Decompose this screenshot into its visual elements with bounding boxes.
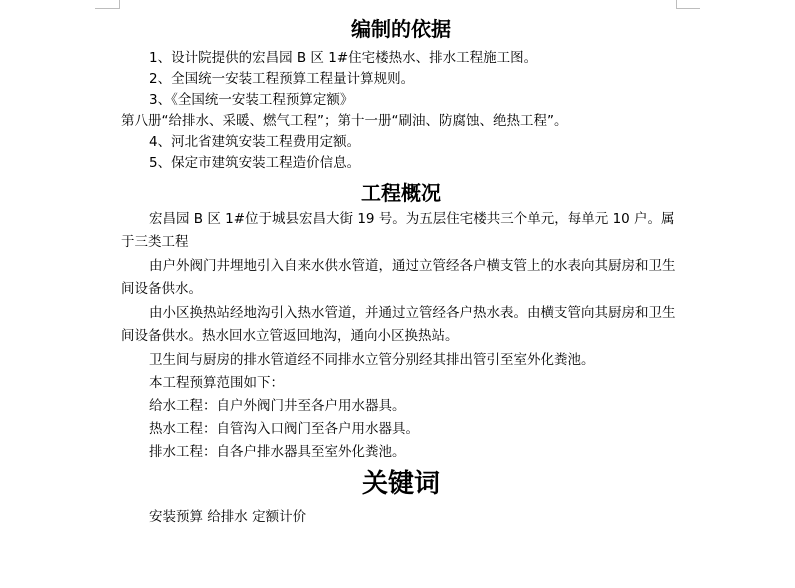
paragraph: 卫生间与厨房的排水管道经不同排水立管分别经其排出管引至室外化粪池。 — [149, 352, 595, 368]
basis-list — [121, 48, 681, 174]
paragraph: 由户外阀门井埋地引入自来水供水管道，通过立管经各户横支管上的水表向其厨房和卫生间设备供水。 — [121, 258, 676, 297]
scope-item: 排水工程：自各户排水器具至室外化粪池。 — [149, 444, 406, 460]
keywords-text: 安装预算 给排水 定额计价 — [149, 509, 307, 525]
list-item: 1、设计院提供的宏昌园 B 区 1#住宅楼热水、排水工程施工图。 — [149, 50, 538, 66]
heading-overview: 工程概况 — [361, 181, 441, 205]
crop-mark-top-right — [676, 0, 677, 9]
scope-intro: 本工程预算范围如下： — [149, 375, 284, 391]
heading-basis: 编制的依据 — [351, 17, 451, 41]
list-item: 2、全国统一安装工程预算工程量计算规则。 — [149, 71, 415, 87]
overview-section — [121, 208, 681, 464]
scope-item: 给水工程：自户外阀门井至各户用水器具。 — [149, 398, 406, 414]
list-item: 3、《全国统一安装工程预算定额》 — [149, 92, 354, 108]
crop-mark-top-left — [119, 0, 120, 9]
paragraph: 由小区换热站经地沟引入热水管道，并通过立管经各户热水表。由横支管向其厨房和卫生间设备供水。热水回水立管返回地沟，通向小区换热站。 — [121, 305, 676, 344]
list-item: 4、河北省建筑安装工程费用定额。 — [149, 134, 361, 150]
scope-item: 热水工程：自管沟入口阀门至各户用水器具。 — [149, 421, 419, 437]
crop-mark-top-right — [676, 8, 700, 9]
document-body[interactable] — [121, 10, 681, 529]
heading-keywords: 关键词 — [361, 469, 440, 499]
paragraph: 宏昌园 B 区 1#位于城县宏昌大街 19 号。为五层住宅楼共三个单元，每单元 10 户。属于三类工程 — [121, 211, 675, 250]
list-item: 5、保定市建筑安装工程造价信息。 — [149, 155, 361, 171]
crop-mark-top-left — [95, 8, 119, 9]
list-item: 第八册“给排水、采暖、燃气工程”；第十一册“刷油、防腐蚀、绝热工程”。 — [121, 113, 568, 129]
